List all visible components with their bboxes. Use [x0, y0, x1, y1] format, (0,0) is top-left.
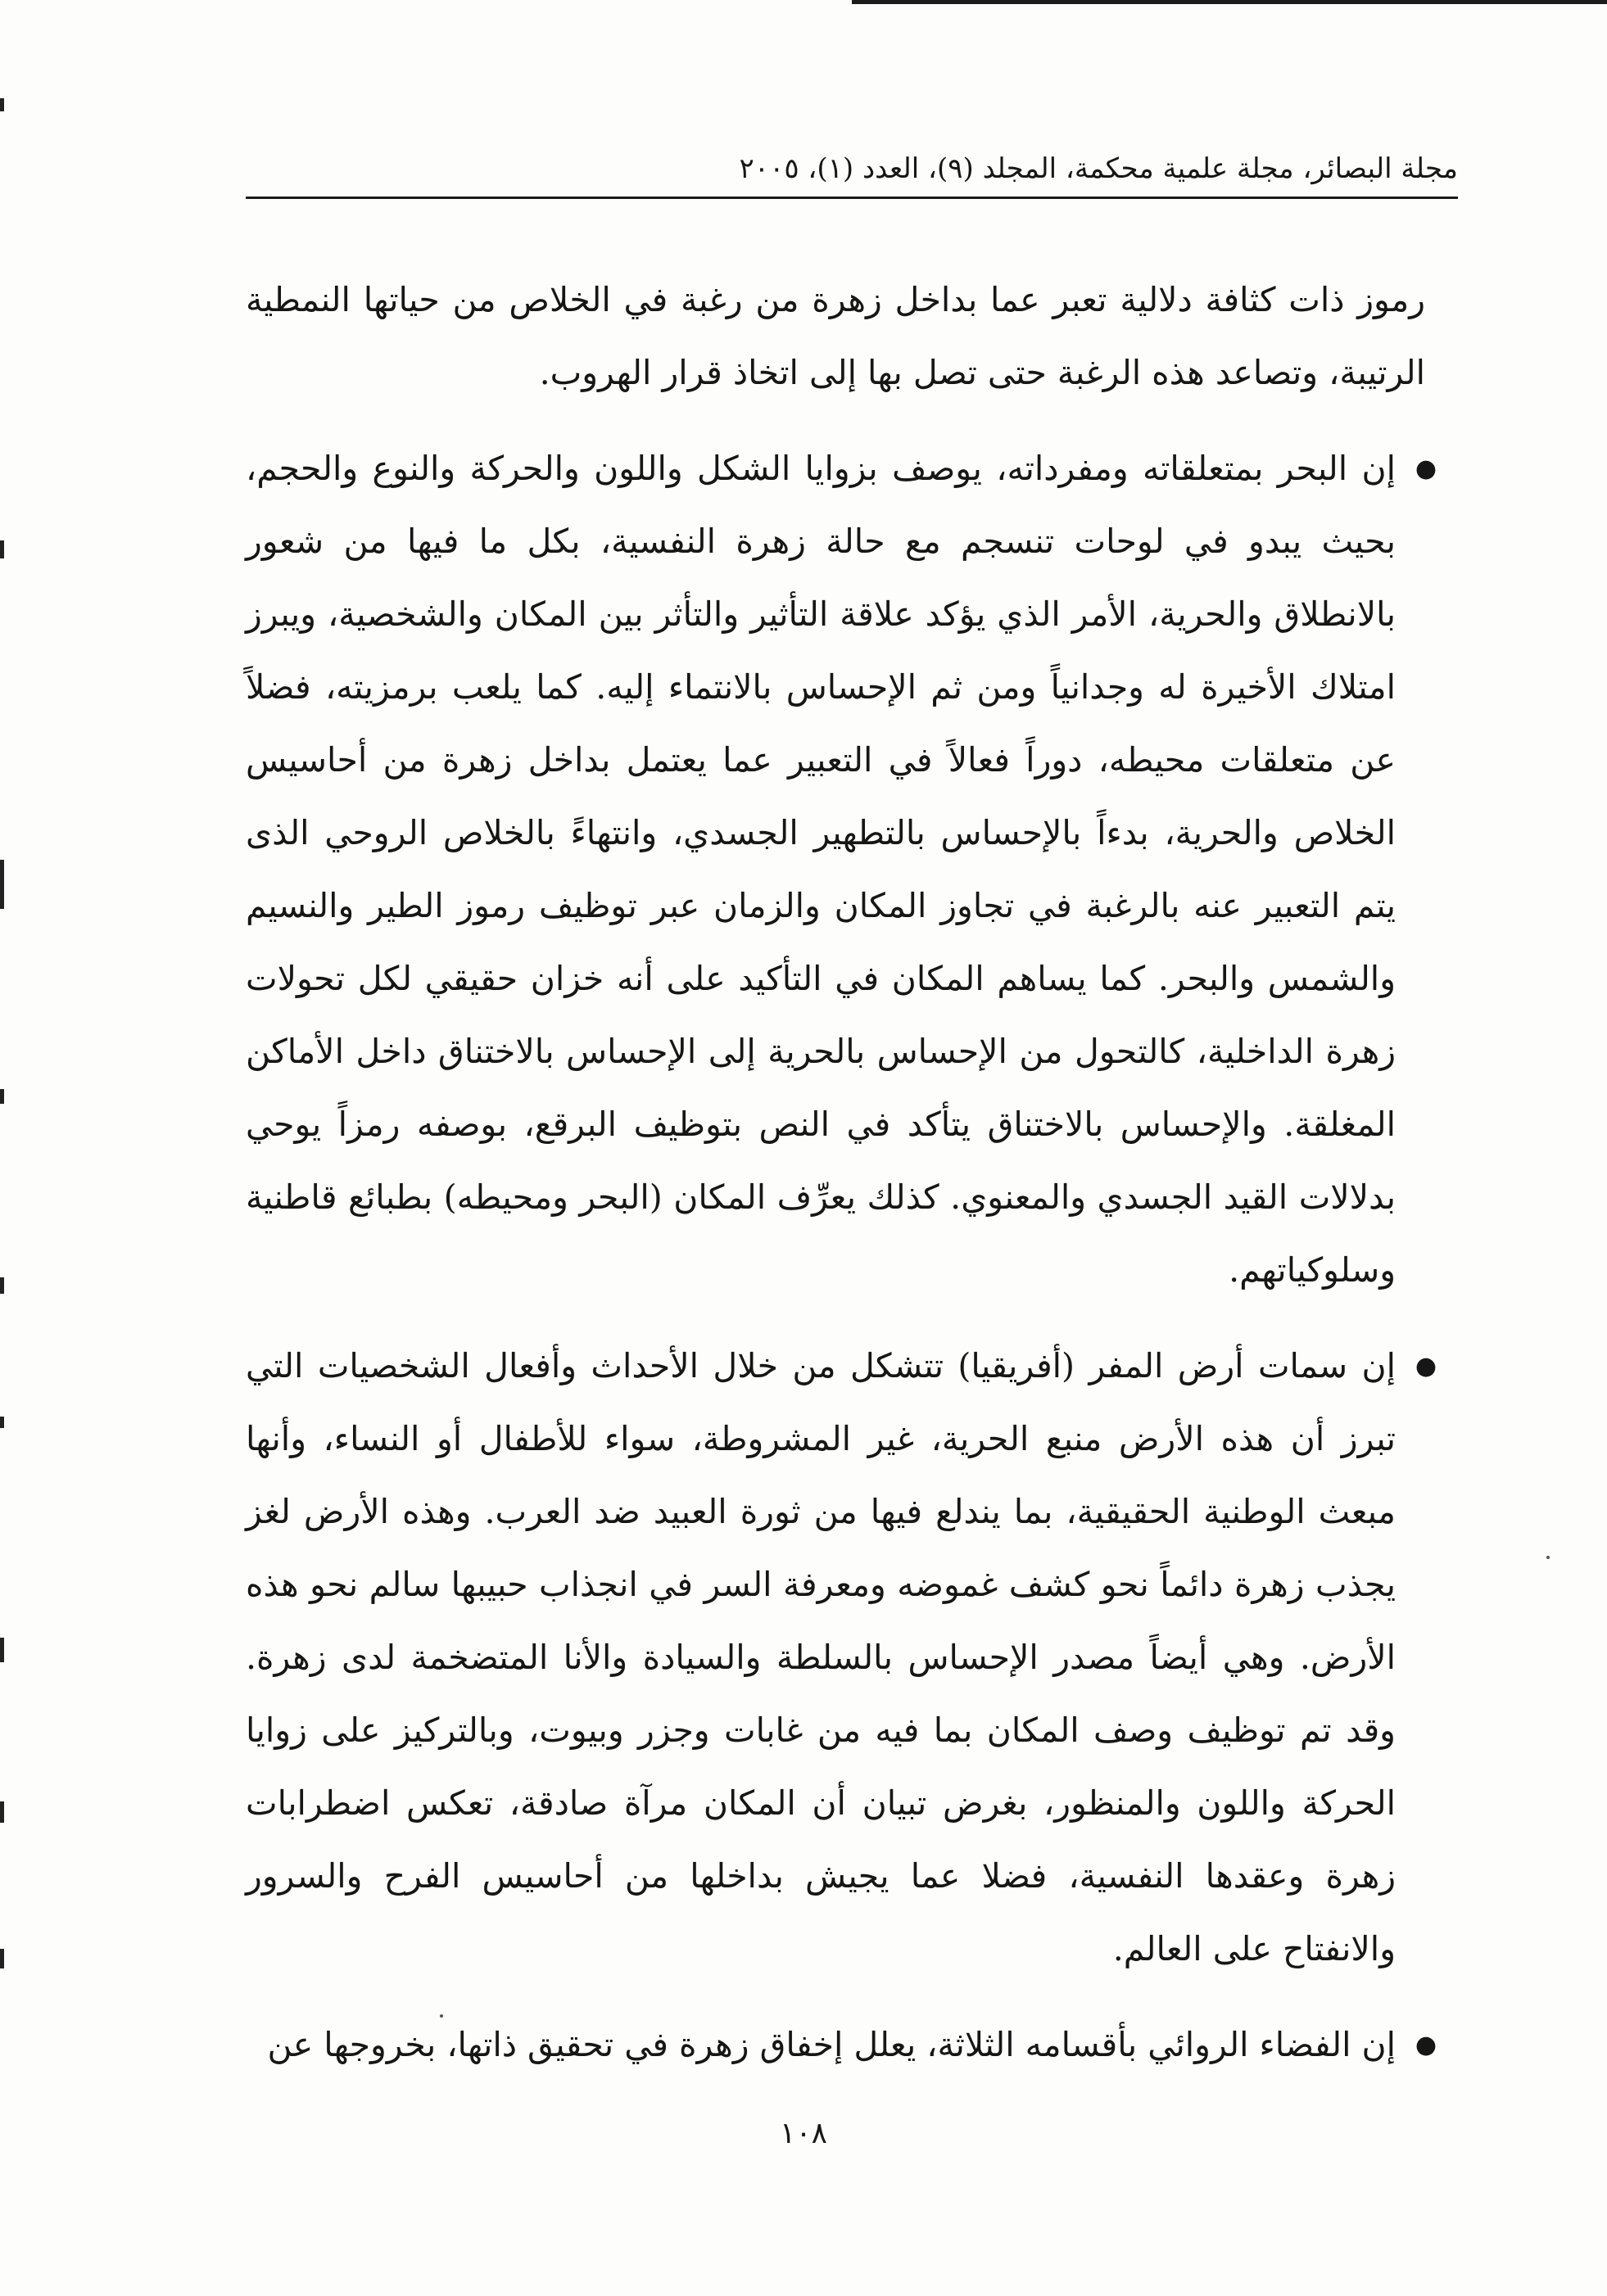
scan-edge-mark — [0, 540, 4, 558]
bullet-icon: ● — [1415, 454, 1437, 483]
bullet-icon: ● — [1415, 1352, 1437, 1381]
scan-speck — [1546, 1556, 1550, 1559]
page-number: ١٠٨ — [779, 2117, 827, 2150]
running-header — [246, 146, 1458, 199]
bullet-paragraph-text: إن سمات أرض المفر (أفريقيا) تتشكل من خلال الأحداث وأفعال الشخصيات التي تبرز أن هذه الأرض منبع الحرية، غير المشروطة، سواء للأطفال أو النساء، وأنها مبعث الوطنية الحقيقية، بما يندلع فيها من ثورة العبيد ضد العرب. وهذه الأرض لغز يجذب زهرة دائماً نحو كشف غموضه ومعرفة السر في انجذاب حبيبها سالم نحو هذه الأرض. وهي أيضاً مصدر الإحساس بالسلطة والسيادة والأنا المتضخمة لدى زهرة. وقد تم توظيف وصف المكان بما فيه من غابات وجزر وبيوت، وبالتركيز على زوايا الحركة واللون والمنظور، بغرض تبيان أن المكان مرآة صادقة، تعكس اضطرابات زهرة وعقدها النفسية، فضلا عما يجيش بداخلها من أحاسيس الفرح والسرور والانفتاح على العالم. — [246, 1346, 1396, 1968]
bullet-paragraph-sea — [246, 432, 1437, 1307]
bullet-paragraph-text: إن البحر بمتعلقاته ومفرداته، يوصف بزوايا الشكل واللون والحركة والنوع والحجم، بحيث يبدو في لوحات تنسجم مع حالة زهرة النفسية، بكل ما فيها من شعور بالانطلاق والحرية، الأمر الذي يؤكد علاقة التأثير والتأثر بين المكان والشخصية، ويبرز امتلاك الأخيرة له وجدانياً ومن ثم الإحساس بالانتماء إليه. كما يلعب برمزيته، فضلاً عن متعلقات محيطه، دوراً فعالاً في التعبير عما يعتمل بداخل زهرة من أحاسيس الخلاص والحرية، بدءاً بالإحساس بالتطهير الجسدي، وانتهاءً بالخلاص الروحي الذى يتم التعبير عنه بالرغبة في تجاوز المكان والزمان عبر توظيف رموز الطير والنسيم والشمس والبحر. كما يساهم المكان في التأكيد على أنه خزان حقيقي لكل تحولات زهرة الداخلية، كالتحول من الإحساس بالحرية إلى الإحساس بالاختناق داخل الأماكن المغلقة. والإحساس بالاختناق يتأكد في النص بتوظيف البرقع، بوصفه رمزاً يوحي بدلالات القيد الجسدي والمعنوي. كذلك يعرِّف المكان (البحر ومحيطه) بطبائع قاطنية وسلوكياتهم. — [246, 449, 1396, 1290]
scan-edge-mark — [0, 1089, 4, 1104]
bullet-paragraph-africa — [246, 1330, 1437, 1986]
scan-speck — [440, 2014, 443, 2018]
scan-edge-mark — [0, 1949, 4, 1968]
bullet-paragraph-text: إن الفضاء الروائي بأقسامه الثلاثة، يعلل إخفاق زهرة في تحقيق ذاتها، بخروجها عن — [267, 2025, 1396, 2064]
scan-edge-mark — [0, 860, 4, 909]
scan-edge-mark — [0, 98, 4, 111]
scan-edge-mark — [0, 1417, 4, 1428]
bullet-paragraph-narrative-space — [246, 2009, 1437, 2081]
bullet-icon: ● — [1415, 2031, 1437, 2059]
article-body — [246, 264, 1437, 2104]
scan-top-edge-rule — [852, 0, 1607, 4]
intro-paragraph: رموز ذات كثافة دلالية تعبر عما بداخل زهرة من رغبة في الخلاص من حياتها النمطية الرتيبة، وتصاعد هذه الرغبة حتى تصل بها إلى اتخاذ قرار الهروب. — [246, 280, 1425, 392]
scan-edge-mark — [0, 1801, 4, 1823]
journal-running-title: مجلة البصائر، مجلة علمية محكمة، المجلد (٩)، العدد (١)، ٢٠٠٥ — [739, 152, 1458, 185]
scan-edge-mark — [0, 1638, 4, 1662]
scan-edge-mark — [0, 1277, 4, 1294]
